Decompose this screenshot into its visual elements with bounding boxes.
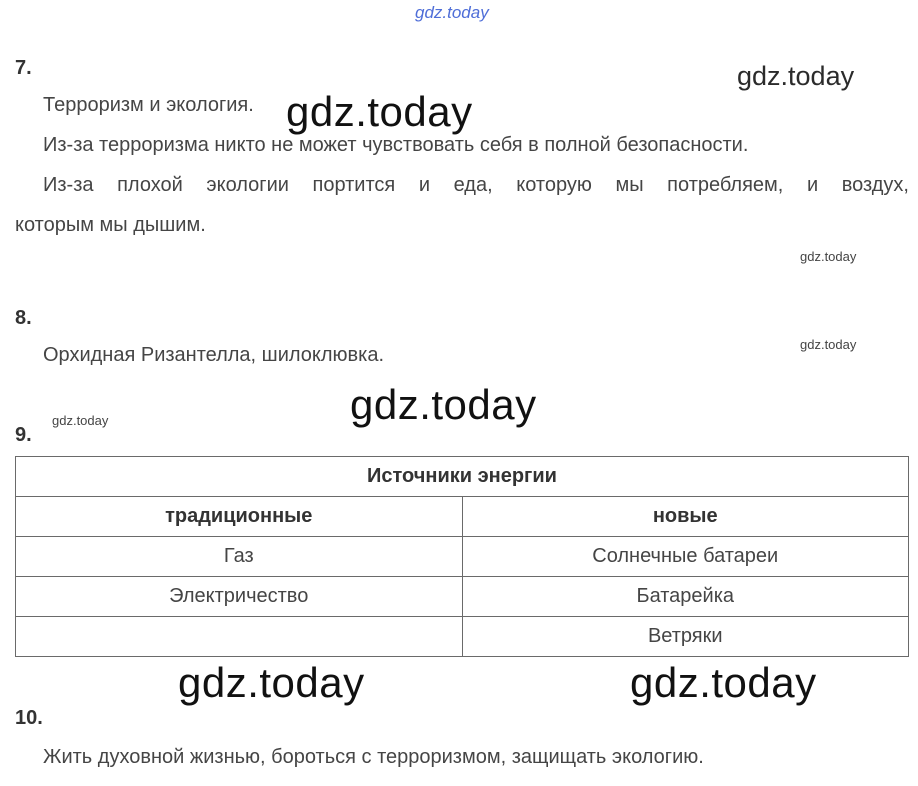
- task-10-number: 10.: [15, 707, 43, 729]
- watermark-small-3: gdz.today: [52, 413, 109, 428]
- task-7-line-1: Терроризм и экология.: [43, 94, 254, 116]
- task-9-number: 9.: [15, 424, 32, 446]
- watermark-big-2: gdz.today: [350, 381, 537, 428]
- table-row: [16, 617, 909, 657]
- table-header-row: [16, 497, 909, 537]
- table-cell-traditional: Электричество: [16, 577, 463, 617]
- column-header-traditional: традиционные: [16, 497, 463, 537]
- watermark-big-1: gdz.today: [286, 88, 473, 135]
- watermark-small-1: gdz.today: [800, 249, 857, 264]
- table-title-row: [16, 457, 909, 497]
- task-8-line-1: Орхидная Ризантелла, шилоклювка.: [43, 344, 385, 366]
- table-cell-traditional: [16, 617, 463, 657]
- table-row: [16, 537, 909, 577]
- table-row: [16, 577, 909, 617]
- task-10-line-1: Жить духовной жизнью, бороться с терроризмом, защищать экологию.: [43, 746, 704, 768]
- task-7-line-4: которым мы дышим.: [15, 214, 206, 236]
- watermark-top: gdz.today: [415, 3, 489, 22]
- energy-sources-table: [15, 456, 909, 657]
- table-cell-new: Солнечные батареи: [462, 537, 909, 577]
- watermark-right-1: gdz.today: [737, 61, 855, 91]
- table-cell-traditional: Газ: [16, 537, 463, 577]
- table-cell-new: Ветряки: [462, 617, 909, 657]
- table-cell-new: Батарейка: [462, 577, 909, 617]
- watermark-big-4: gdz.today: [630, 659, 817, 706]
- column-header-new: новые: [462, 497, 909, 537]
- task-7-line-3: Из-за плохой экологии портится и еда, которую мы потребляем, и воздух,: [43, 174, 909, 196]
- task-8-number: 8.: [15, 307, 32, 329]
- table-title: Источники энергии: [16, 457, 909, 497]
- task-7-line-2: Из-за терроризма никто не может чувствовать себя в полной безопасности.: [43, 134, 749, 156]
- watermark-small-2: gdz.today: [800, 337, 857, 352]
- watermark-big-3: gdz.today: [178, 659, 365, 706]
- task-7-number: 7.: [15, 57, 32, 79]
